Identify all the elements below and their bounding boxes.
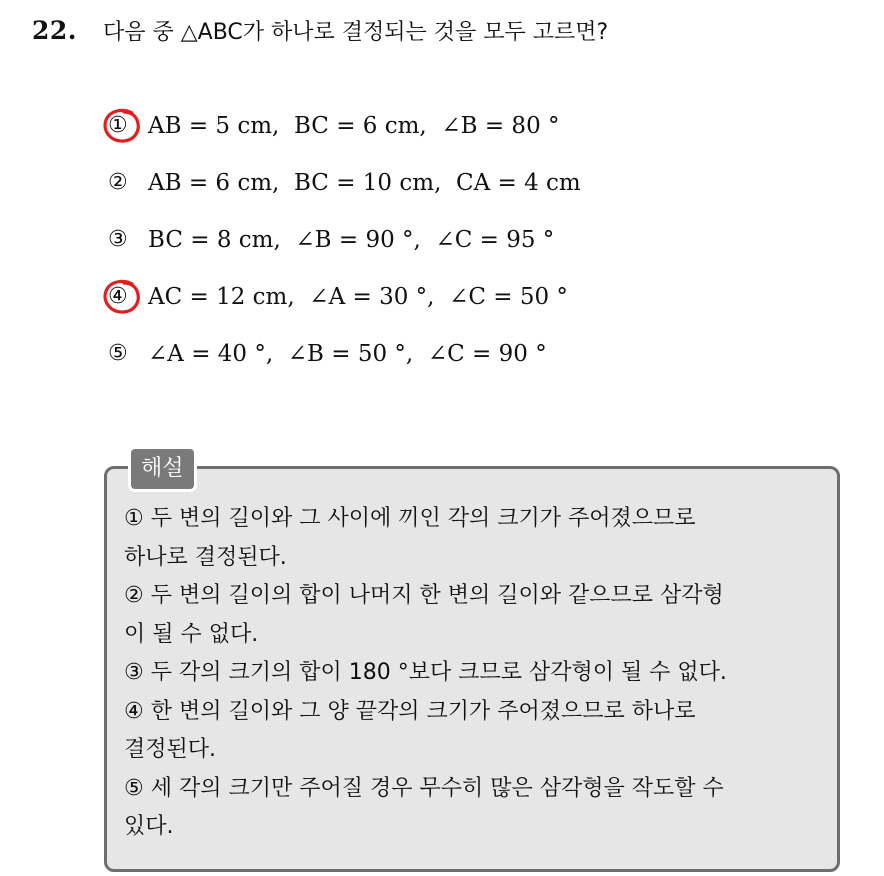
- solution-line: ② 두 변의 길이의 합이 나머지 한 변의 길이와 같으므로 삼각형: [124, 583, 724, 608]
- choice-marker: ④: [108, 284, 128, 309]
- solution-body: [124, 500, 828, 847]
- question-header: [32, 10, 608, 50]
- choice-marker: ①: [108, 113, 128, 138]
- question-text: 다음 중 △ABC가 하나로 결정되는 것을 모두 고르면?: [103, 19, 609, 45]
- solution-line: 하나로 결정된다.: [124, 544, 287, 570]
- solution-line: 결정된다.: [124, 737, 217, 762]
- question-number: 22.: [32, 15, 77, 45]
- choice-text: ∠A = 40 °, ∠B = 50 °, ∠C = 90 °: [148, 340, 547, 367]
- choice-marker: ⑤: [108, 341, 128, 366]
- choice-text: AB = 5 cm, BC = 6 cm, ∠B = 80 °: [148, 112, 560, 139]
- choice-1[interactable]: [108, 97, 581, 154]
- choice-list: [108, 97, 581, 382]
- solution-line: ③ 두 각의 크기의 합이 180 °보다 크므로 삼각형이 될 수 없다.: [124, 660, 727, 685]
- choice-3[interactable]: [108, 211, 581, 268]
- choice-text: AB = 6 cm, BC = 10 cm, CA = 4 cm: [148, 169, 581, 196]
- choice-5[interactable]: [108, 325, 581, 382]
- choice-2[interactable]: [108, 154, 581, 211]
- solution-line: ⑤ 세 각의 크기만 주어질 경우 무수히 많은 삼각형을 작도할 수: [124, 775, 724, 801]
- choice-text: BC = 8 cm, ∠B = 90 °, ∠C = 95 °: [148, 226, 555, 253]
- solution-line: ① 두 변의 길이와 그 사이에 끼인 각의 크기가 주어졌으므로: [124, 506, 696, 531]
- solution-line: 이 될 수 없다.: [124, 621, 259, 647]
- solution-line: ④ 한 변의 길이와 그 양 끝각의 크기가 주어졌으므로 하나로: [124, 698, 696, 724]
- solution-line: 있다.: [124, 814, 174, 839]
- choice-4[interactable]: [108, 268, 581, 325]
- choice-marker: ③: [108, 227, 128, 252]
- solution-label: 해설: [128, 446, 197, 492]
- choice-text: AC = 12 cm, ∠A = 30 °, ∠C = 50 °: [148, 283, 568, 310]
- choice-marker: ②: [108, 170, 128, 195]
